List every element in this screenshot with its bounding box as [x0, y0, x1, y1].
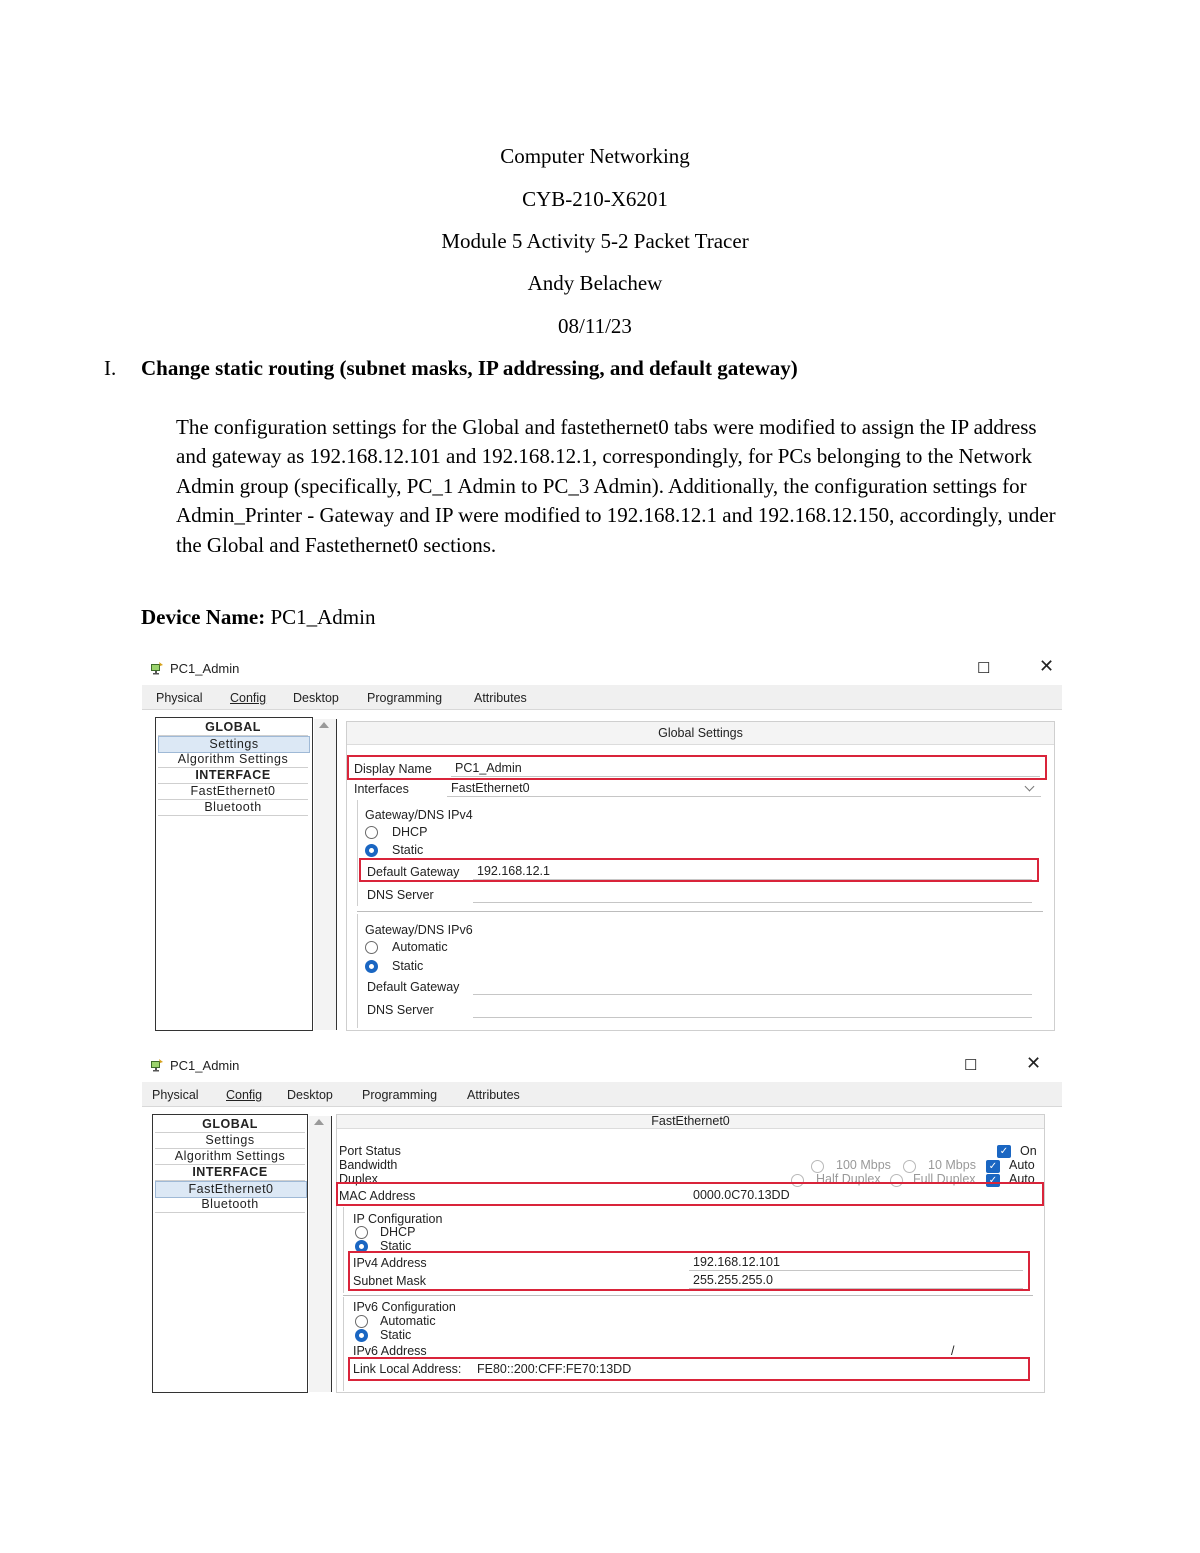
sidebar-header-global: GLOBAL	[158, 720, 308, 736]
default-gateway-ipv6-label: Default Gateway	[367, 980, 460, 994]
highlight-link-local-address	[348, 1357, 1030, 1381]
highlight-ipv4-and-mask	[348, 1251, 1030, 1291]
tab-programming[interactable]: Programming	[362, 1088, 438, 1102]
section-number: I.	[104, 356, 117, 380]
port-on-label: On	[1020, 1144, 1037, 1158]
panel-title: FastEthernet0	[337, 1115, 1044, 1129]
panel-title: Global Settings	[347, 722, 1054, 745]
bandwidth-10-label: 10 Mbps	[928, 1158, 976, 1172]
sidebar-scrollbar[interactable]	[309, 1116, 332, 1392]
dns-server-label: DNS Server	[367, 888, 434, 902]
scroll-up-arrow-icon[interactable]	[314, 1119, 324, 1125]
default-gateway-label: Default Gateway	[367, 865, 460, 879]
sidebar-header-interface: INTERFACE	[158, 768, 308, 784]
ipv6-group-title: Gateway/DNS IPv6	[365, 923, 473, 937]
mac-address-input[interactable]: 0000.0C70.13DD	[689, 1188, 1038, 1203]
ipv4-group-border	[357, 800, 358, 906]
subnet-mask-input[interactable]: 255.255.255.0	[689, 1273, 1023, 1289]
duplex-auto-label: Auto	[1009, 1172, 1035, 1186]
config-sidebar	[152, 1114, 308, 1393]
static-label: Static	[392, 843, 424, 857]
automatic-radio[interactable]	[355, 1315, 368, 1328]
tab-physical[interactable]: Physical	[152, 1088, 199, 1102]
scroll-up-arrow-icon[interactable]	[319, 722, 329, 728]
document-date: 08/11/23	[558, 314, 632, 338]
dhcp-label: DHCP	[392, 825, 428, 839]
interfaces-label: Interfaces	[354, 782, 409, 796]
tab-desktop[interactable]: Desktop	[293, 691, 339, 705]
tab-config[interactable]: Config	[226, 1088, 263, 1102]
device-name-label: Device Name:	[141, 605, 266, 629]
pc1-global-settings-window	[142, 655, 1062, 1030]
course-title: Computer Networking	[500, 144, 690, 168]
half-duplex-label: Half Duplex	[816, 1172, 881, 1186]
bandwidth-100-label: 100 Mbps	[836, 1158, 891, 1172]
section-title: Change static routing (subnet masks, IP addressing, and default gateway)	[141, 356, 798, 380]
window-title: PC1_Admin	[170, 661, 240, 676]
automatic-label: Automatic	[392, 940, 448, 954]
config-sidebar	[155, 717, 313, 1031]
tab-config[interactable]: Config	[230, 691, 267, 705]
dns-server-ipv6-input[interactable]	[473, 1002, 1032, 1018]
window-titlebar	[142, 655, 1062, 681]
ipv4-address-input[interactable]: 192.168.12.101	[689, 1255, 1023, 1271]
duplex-label: Duplex	[339, 1172, 378, 1186]
tab-desktop[interactable]: Desktop	[287, 1088, 333, 1102]
sidebar-item-fastethernet0[interactable]: FastEthernet0	[158, 784, 308, 800]
port-on-checkbox[interactable]: ✓	[997, 1145, 1011, 1158]
link-local-address-value: FE80::200:CFF:FE70:13DD	[477, 1362, 632, 1376]
interfaces-select[interactable]: FastEthernet0	[447, 781, 1041, 797]
tab-programming[interactable]: Programming	[367, 691, 443, 705]
static-ipv6-radio[interactable]	[365, 960, 378, 973]
tab-bar	[142, 1082, 1062, 1107]
course-code: CYB-210-X6201	[522, 187, 668, 211]
highlight-default-gateway	[359, 858, 1039, 882]
sidebar-header-interface: INTERFACE	[155, 1165, 305, 1181]
ipv4-address-label: IPv4 Address	[353, 1256, 427, 1270]
automatic-radio[interactable]	[365, 941, 378, 954]
link-local-address-label: Link Local Address:	[353, 1362, 462, 1376]
dns-server-ipv6-label: DNS Server	[367, 1003, 434, 1017]
bandwidth-label: Bandwidth	[339, 1158, 398, 1172]
tab-bar	[142, 685, 1062, 710]
static-label: Static	[380, 1239, 412, 1253]
sidebar-item-settings[interactable]: Settings	[155, 1133, 305, 1149]
dhcp-radio[interactable]	[365, 826, 378, 839]
sidebar-item-algorithm-settings[interactable]: Algorithm Settings	[155, 1149, 305, 1165]
close-button[interactable]: ✕	[1039, 656, 1055, 676]
sidebar-scrollbar[interactable]	[314, 719, 337, 1030]
static-radio[interactable]	[365, 844, 378, 857]
sidebar-header-global: GLOBAL	[155, 1117, 305, 1133]
tab-physical[interactable]: Physical	[156, 691, 203, 705]
maximize-button[interactable]: ☐	[964, 1057, 978, 1074]
group-separator	[357, 911, 1043, 912]
device-name-line	[141, 605, 375, 630]
highlight-mac-address	[336, 1182, 1044, 1206]
section-heading	[104, 356, 798, 381]
ipv6-prefix-slash: /	[951, 1344, 955, 1358]
highlight-display-name	[347, 755, 1047, 780]
description-paragraph: The configuration settings for the Global and fastethernet0 tabs were modified to assign the IP address and gateway as 192.168.12.101 and 192.168.12.1, correspondingly, for PCs belonging to the Network Admin group (specifically, PC_1 Admin to PC_3 Admin). Additionally, the configuration settings for Admin_Printer - Gateway and IP were modified to 192.168.12.1 and 192.168.12.150, accordingly, under the Global and Fastethernet0 sections.	[176, 415, 1056, 557]
sidebar-item-fastethernet0[interactable]: FastEthernet0	[155, 1181, 307, 1198]
pc1-fastethernet-window	[142, 1052, 1062, 1392]
static-ipv6-label: Static	[380, 1328, 412, 1342]
static-ipv6-radio[interactable]	[355, 1329, 368, 1342]
full-duplex-label: Full Duplex	[913, 1172, 976, 1186]
ip-config-group-border	[343, 1207, 344, 1293]
tab-attributes[interactable]: Attributes	[467, 1088, 520, 1102]
tab-attributes[interactable]: Attributes	[474, 691, 527, 705]
sidebar-item-bluetooth[interactable]: Bluetooth	[158, 800, 308, 816]
display-name-label: Display Name	[354, 762, 432, 776]
dns-server-input[interactable]	[473, 887, 1032, 903]
default-gateway-input[interactable]: 192.168.12.1	[473, 864, 1032, 880]
window-titlebar	[142, 1052, 1062, 1078]
packet-tracer-pc-icon	[150, 1058, 164, 1072]
ipv4-group-title: Gateway/DNS IPv4	[365, 808, 473, 822]
device-name-value: PC1_Admin	[270, 605, 376, 629]
bandwidth-auto-label: Auto	[1009, 1158, 1035, 1172]
sidebar-item-algorithm-settings[interactable]: Algorithm Settings	[158, 752, 308, 768]
duplex-auto-checkbox[interactable]: ✓	[986, 1174, 1000, 1187]
mac-address-label: MAC Address	[339, 1189, 416, 1203]
dhcp-label: DHCP	[380, 1225, 416, 1239]
ipv6-address-label: IPv6 Address	[353, 1344, 427, 1358]
bandwidth-auto-checkbox[interactable]: ✓	[986, 1160, 1000, 1173]
maximize-button[interactable]: ☐	[977, 660, 991, 677]
sidebar-item-bluetooth[interactable]: Bluetooth	[155, 1197, 305, 1213]
module-title: Module 5 Activity 5-2 Packet Tracer	[441, 229, 749, 253]
display-name-input[interactable]: PC1_Admin	[451, 761, 1040, 777]
window-title: PC1_Admin	[170, 1058, 240, 1073]
ipv6-config-group-border	[343, 1297, 344, 1391]
ipv6-config-group-title: IPv6 Configuration	[353, 1300, 456, 1314]
author-name: Andy Belachew	[527, 271, 663, 295]
port-status-label: Port Status	[339, 1144, 401, 1158]
close-button[interactable]: ✕	[1026, 1053, 1042, 1073]
automatic-label: Automatic	[380, 1314, 436, 1328]
dhcp-radio[interactable]	[355, 1226, 368, 1239]
group-separator	[343, 1295, 1033, 1296]
static-ipv6-label: Static	[392, 959, 424, 973]
default-gateway-ipv6-input[interactable]	[473, 979, 1032, 995]
ip-config-group-title: IP Configuration	[353, 1212, 443, 1226]
sidebar-item-settings[interactable]: Settings	[158, 736, 310, 753]
subnet-mask-label: Subnet Mask	[353, 1274, 426, 1288]
packet-tracer-pc-icon	[150, 661, 164, 675]
ipv6-group-border	[357, 914, 358, 1028]
